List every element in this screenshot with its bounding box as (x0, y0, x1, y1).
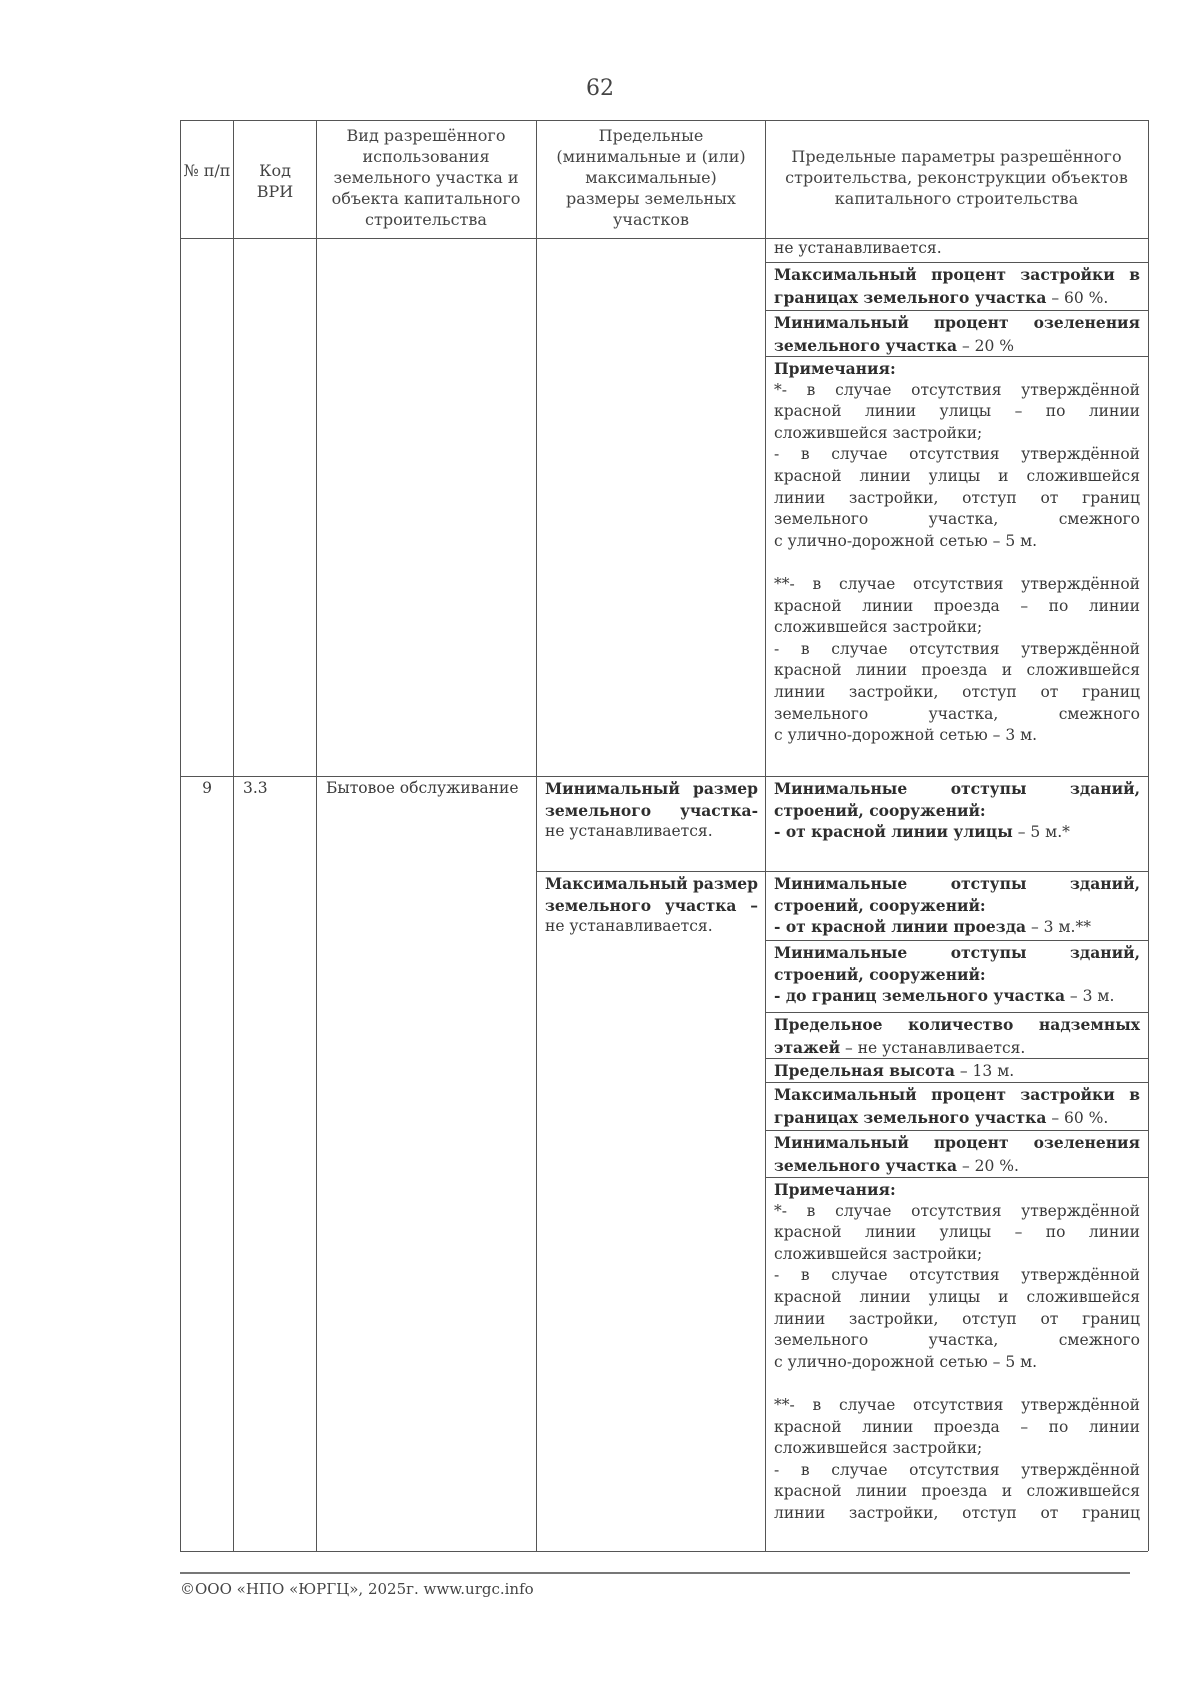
max-coverage-label: Максимальный процент застройки в границах земельного участка (774, 265, 1140, 307)
footer-divider (180, 1572, 1130, 1574)
footer-copyright: ©ООО «НПО «ЮРГЦ», 2025г. www.urgc.info (180, 1580, 534, 1598)
notes-title: Примечания: (774, 1180, 896, 1199)
note-paragraph-end: с улично-дорожной сетью – 3 м. (774, 726, 1038, 745)
row9-param-greening (774, 1132, 1140, 1177)
note-paragraph: - в случае отсутствия утверждённой красной линии проезда и сложившейся линии застройки, отступ от границ (774, 1460, 1140, 1522)
row9-param-setback-boundary (774, 942, 1140, 1008)
header-code: Код ВРИ (256, 161, 294, 201)
setback-target: - от красной линии улицы (774, 822, 1013, 842)
min-greening-label: Минимальный процент озеленения земельного участка (774, 313, 1140, 355)
row9-param-setback-driveway (774, 873, 1140, 939)
note-paragraph: **- в случае отсутствия утверждённой красной линии проезда – по линии сложившейся застройки; (774, 574, 1140, 637)
min-greening-value: – 20 % (957, 336, 1015, 355)
note-paragraph: **- в случае отсутствия утверждённой красной линии проезда – по линии сложившейся застройки; (774, 1395, 1140, 1458)
header-params: Предельные параметры разрешённого строительства, реконструкции объектов капитального строительства (785, 147, 1128, 208)
header-num: № п/п (183, 161, 231, 180)
plot-max-value: не устанавливается. (545, 917, 713, 936)
row9-plot-max (545, 873, 758, 938)
note-paragraph: - в случае отсутствия утверждённой красной линии улицы и сложившейся линии застройки, отступ от границ земельного участка, смежного (774, 445, 1140, 529)
continuation-cell-b (774, 264, 1140, 309)
continuation-cell-c (774, 312, 1140, 357)
notes-title: Примечания: (774, 359, 896, 378)
height-value: – 13 м. (954, 1062, 1015, 1080)
row9-param-height (774, 1060, 1140, 1083)
header-use-type: Вид разрешённого использования земельного участка и объекта капитального строительства (331, 126, 521, 229)
min-greening-value: – 20 %. (957, 1156, 1019, 1175)
setback-label: Минимальные отступы зданий, строений, сооружений: (774, 943, 1140, 984)
floors-value: – не устанавливается. (840, 1038, 1026, 1057)
plot-min-label: Минимальный размер земельного участка- (545, 779, 758, 820)
setback-target: - до границ земельного участка (774, 986, 1065, 1006)
setback-label: Минимальные отступы зданий, строений, сооружений: (774, 779, 1140, 820)
setback-value: – 5 м.* (1012, 823, 1070, 842)
setback-value: – 3 м.** (1026, 918, 1091, 937)
note-paragraph: *- в случае отсутствия утверждённой красной линии улицы – по линии сложившейся застройки; (774, 380, 1140, 442)
note-paragraph: - в случае отсутствия утверждённой красной линии улицы и сложившейся линии застройки, отступ от границ земельного участка, смежного (774, 1266, 1140, 1350)
row9-notes (774, 1179, 1140, 1525)
plot-min-value: не устанавливается. (545, 822, 713, 841)
row9-param-coverage (774, 1084, 1140, 1129)
note-paragraph: - в случае отсутствия утверждённой красной линии проезда и сложившейся линии застройки, отступ от границ земельного участка, смежного (774, 639, 1140, 723)
page-number: 62 (586, 76, 614, 101)
max-coverage-value: – 60 %. (1046, 1108, 1109, 1127)
setback-value: – 3 м. (1065, 987, 1115, 1006)
continuation-cell-a: не устанавливается. (774, 239, 942, 257)
row9-use-type: Бытовое обслуживание (326, 779, 519, 797)
setback-target: - от красной линии проезда (774, 917, 1027, 937)
row9-param-floors (774, 1014, 1140, 1059)
note-paragraph: *- в случае отсутствия утверждённой красной линии улицы – по линии сложившейся застройки; (774, 1201, 1140, 1263)
max-coverage-value: – 60 %. (1046, 288, 1109, 307)
row9-num: 9 (202, 779, 212, 797)
max-coverage-label: Максимальный процент застройки в границах земельного участка (774, 1085, 1140, 1127)
height-label: Предельная высота (774, 1061, 955, 1080)
setback-label: Минимальные отступы зданий, строений, сооружений: (774, 874, 1140, 915)
floors-label: Предельное количество надземных этажей (774, 1015, 1140, 1057)
plot-max-label: Максимальный размер земельного участка – (545, 874, 758, 915)
row9-code: 3.3 (243, 779, 268, 797)
note-paragraph-end: с улично-дорожной сетью – 5 м. (774, 1352, 1038, 1371)
continuation-notes (774, 358, 1140, 747)
row9-plot-min (545, 778, 758, 843)
note-paragraph-end: с улично-дорожной сетью – 5 м. (774, 531, 1038, 550)
header-plot-size: Предельные (минимальные и (или) максимальные) размеры земельных участков (556, 126, 746, 229)
min-greening-label: Минимальный процент озеленения земельного участка (774, 1133, 1140, 1175)
row9-param-setback-street (774, 778, 1140, 844)
